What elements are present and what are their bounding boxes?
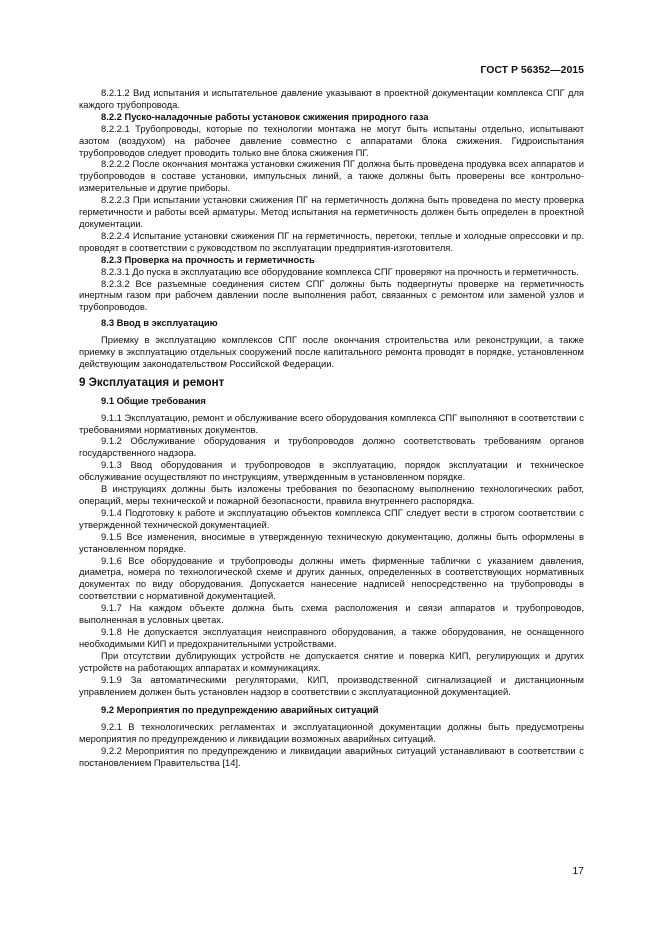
paragraph: 8.2.3.2 Все разъемные соединения систем СПГ должны быть подвергнуты проверке на герметичность инертным газом при рабочем давлении после выполнения работ, связанных с ремонтом или заменой узлов и трубопроводов. bbox=[79, 277, 584, 313]
paragraph: 9.2.1 В технологических регламентах и эксплуатационной документации должны быть предусмотрены мероприятия по предупреждению и ликвидации возможных аварийных ситуаций. bbox=[79, 721, 584, 745]
paragraph: 8.2.2.4 Испытание установки сжижения ПГ на герметичность, перетоки, теплые и холодные опрессовки и пр. проводят в соответствии с руководством по эксплуатации предприятия-изготовителя. bbox=[79, 229, 584, 253]
document-id: ГОСТ Р 56352—2015 bbox=[480, 64, 584, 76]
paragraph: 8.2.2.3 При испытании установки сжижения ПГ на герметичность должна быть проведена по месту проверка герметичности и работы всей арматуры. Метод испытания на герметичность должен быть определен в проектной документации. bbox=[79, 194, 584, 229]
paragraph: 9.1.6 Все оборудование и трубопроводы должны иметь фирменные таблички с указанием давления, диаметра, номера по технологической схеме и других данных, определенных в соответствующих нормативных документах по виду оборудования. Допускается нанесение надписей непосредственно на трубопроводы в соответствии с нормативной документацией. bbox=[79, 554, 584, 602]
paragraph: 9.1.4 Подготовку к работе и эксплуатацию объектов комплекса СПГ следует вести в строгом соответствии с утвержденной технической документацией. bbox=[79, 506, 584, 530]
section-heading: 8.2.3 Проверка на прочность и герметичность bbox=[101, 253, 315, 265]
paragraph: 9.1.9 За автоматическими регуляторами, КИП, производственной сигнализацией и дистанционным управлением должен быть установлен надзор в соответствии с эксплуатационной документацией. bbox=[79, 673, 584, 697]
paragraph: 8.2.3.1 До пуска в эксплуатацию все оборудование комплекса СПГ проверяют на прочность и герметичность. bbox=[101, 265, 579, 277]
document-body bbox=[79, 87, 584, 769]
section-heading: 9.2 Мероприятия по предупреждению аварийных ситуаций bbox=[101, 704, 379, 716]
paragraph: Приемку в эксплуатацию комплексов СПГ после окончания строительства или реконструкции, а также приемку в эксплуатацию отдельных сооружений после капитального ремонта проводят в порядке, установленном действующим законодательством Российской Федерации. bbox=[79, 334, 584, 369]
paragraph: 9.1.7 На каждом объекте должна быть схема расположения и связи аппаратов и трубопроводов, выполненная в условных цветах. bbox=[79, 602, 584, 626]
paragraph: В инструкциях должны быть изложены требования по безопасному выполнению технологических работ, операций, меры технической и пожарной безопасности, правила внутреннего распорядка. bbox=[79, 483, 584, 506]
paragraph: 9.1.3 Ввод оборудования и трубопроводов в эксплуатацию, порядок эксплуатации и техническое обслуживание осуществляют по инструкциям, утвержденным в установленном порядке. bbox=[79, 459, 584, 483]
paragraph: При отсутствии дублирующих устройств не допускается снятие и поверка КИП, регулирующих и других устройств на работающих аппаратах и коммуникациях. bbox=[79, 649, 584, 673]
chapter-heading: 9 Эксплуатация и ремонт bbox=[79, 375, 225, 389]
section-heading: 8.3 Ввод в эксплуатацию bbox=[101, 317, 218, 329]
paragraph: 8.2.2.1 Трубопроводы, которые по технологии монтажа не могут быть испытаны отдельно, испытывают азотом (воздухом) на рабочее давление совместно с аппаратами блока сжижения. Гидроиспытания трубопроводов следует проводить только вне блока сжижения ПГ. bbox=[79, 122, 584, 158]
paragraph: 8.2.2.2 После окончания монтажа установки сжижения ПГ должна быть проведена продувка всех аппаратов и трубопроводов в составе установки, импульсных линий, а также должны быть проверены все контрольно-измерительные и другие приборы. bbox=[79, 158, 584, 194]
paragraph: 8.2.1.2 Вид испытания и испытательное давление указывают в проектной документации комплекса СПГ для каждого трубопровода. bbox=[79, 87, 584, 110]
section-heading: 8.2.2 Пуско-наладочные работы установок сжижения природного газа bbox=[101, 110, 429, 122]
paragraph: 9.1.8 Не допускается эксплуатация неисправного оборудования, а также оборудования, не оснащенного необходимыми КИП и предохранительными устройствами. bbox=[79, 625, 584, 649]
paragraph: 9.2.2 Мероприятия по предупреждению и ликвидации аварийных ситуаций устанавливают в соответствии с постановлением Правительства [14]. bbox=[79, 745, 584, 769]
paragraph: 9.1.1 Эксплуатацию, ремонт и обслуживание всего оборудования комплекса СПГ выполняют в соответствии с требованиями нормативных документов. bbox=[79, 411, 584, 435]
section-heading: 9.1 Общие требования bbox=[101, 394, 206, 406]
page-number: 17 bbox=[572, 865, 584, 877]
paragraph: 9.1.2 Обслуживание оборудования и трубопроводов должно соответствовать требованиям органов государственного надзора. bbox=[79, 435, 584, 459]
paragraph: 9.1.5 Все изменения, вносимые в утвержденную техническую документацию, должны быть оформлены в установленном порядке. bbox=[79, 530, 584, 554]
